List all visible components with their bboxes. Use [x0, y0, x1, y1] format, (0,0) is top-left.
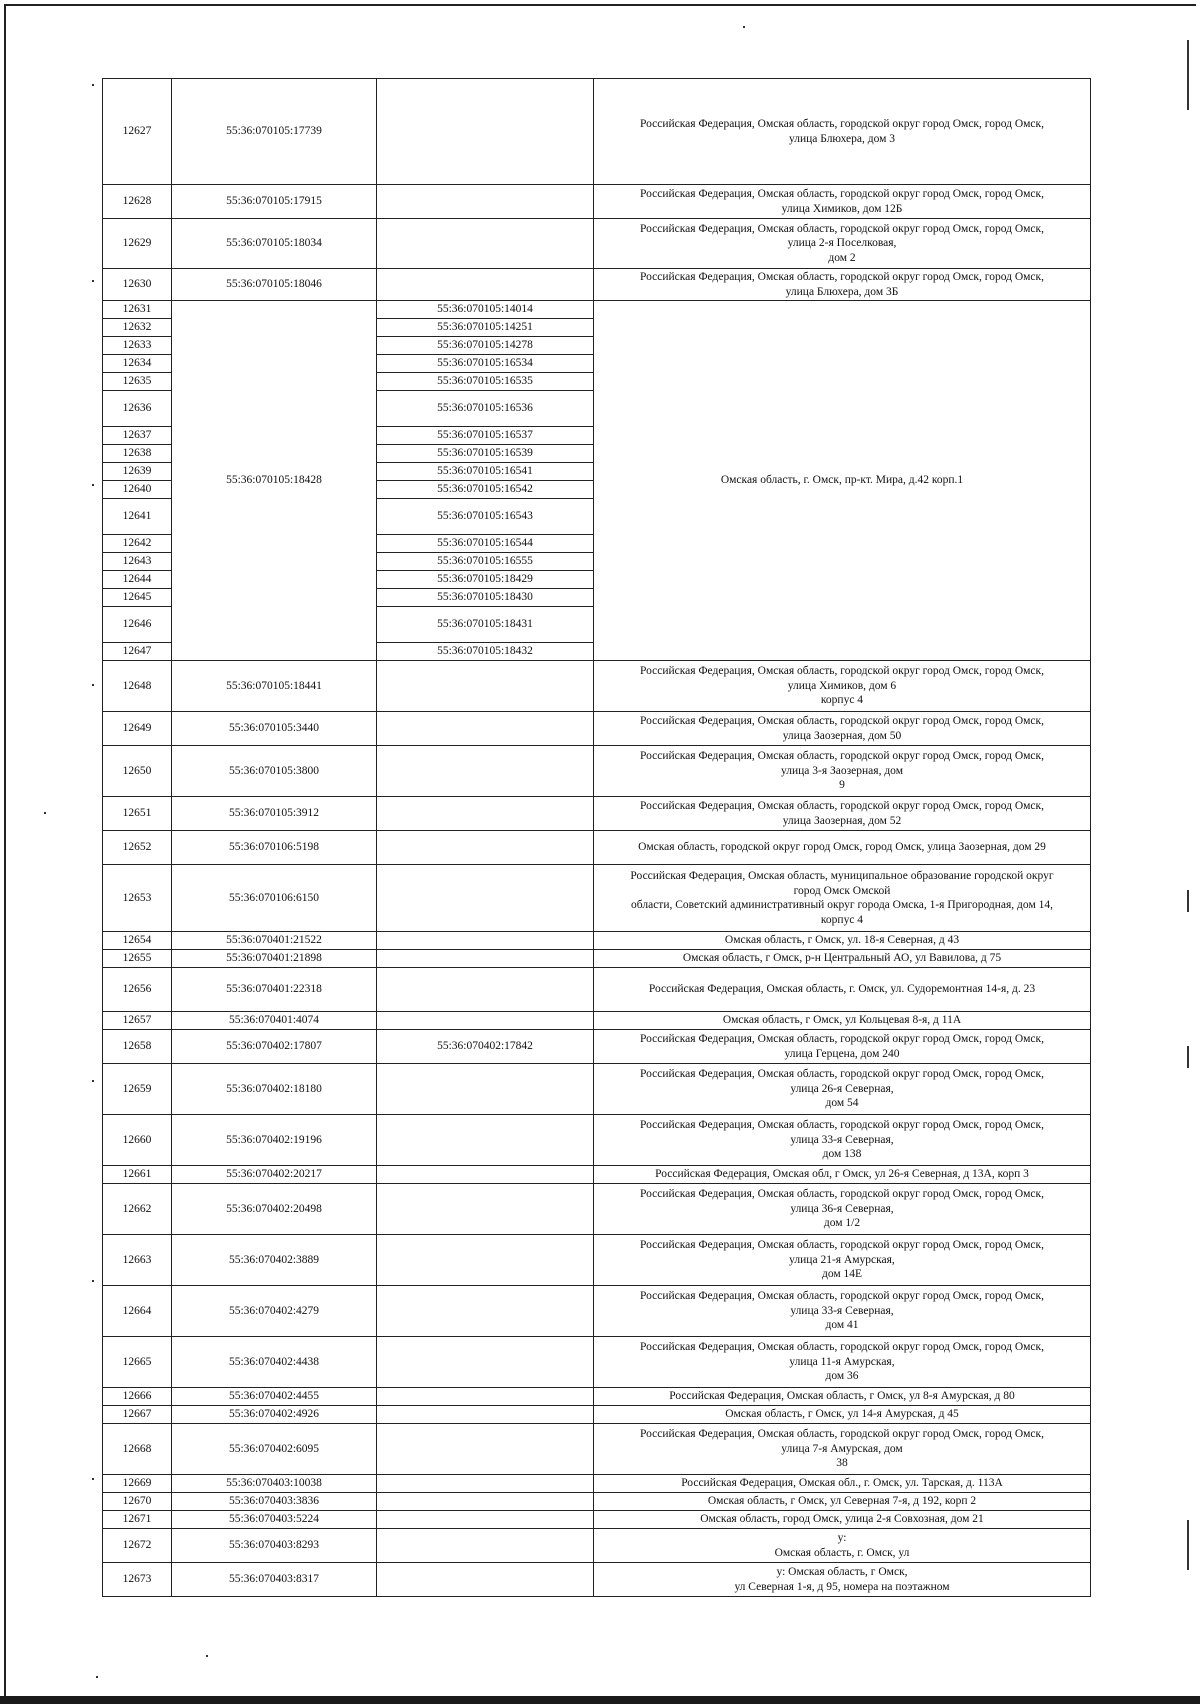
object-address — [594, 1406, 1091, 1424]
address-line: Омская область, г Омск, ул 14-я Амурская, д 45 — [725, 1408, 959, 1421]
cadastral-number: 55:36:070105:18428 — [172, 301, 377, 661]
cadastral-number: 55:36:070402:4455 — [172, 1388, 377, 1406]
row-number: 12629 — [103, 219, 172, 269]
row-number: 12667 — [103, 1406, 172, 1424]
address-line: дом 2 — [828, 251, 856, 264]
table-row — [103, 1184, 1091, 1235]
object-address — [594, 865, 1091, 932]
cadastral-number: 55:36:070105:17915 — [172, 185, 377, 219]
included-object: 55:36:070105:16555 — [377, 553, 594, 571]
table-row — [103, 1563, 1091, 1597]
scan-speck — [92, 1280, 94, 1282]
row-number: 12638 — [103, 445, 172, 463]
row-number: 12671 — [103, 1511, 172, 1529]
table-row — [103, 185, 1091, 219]
included-object: 55:36:070105:14014 — [377, 301, 594, 319]
address-line: Омская область, г Омск, ул. 18-я Северная, д 43 — [724, 934, 960, 947]
row-number: 12634 — [103, 355, 172, 373]
included-object: 55:36:070105:16541 — [377, 463, 594, 481]
row-number: 12641 — [103, 499, 172, 535]
object-address — [594, 1184, 1091, 1235]
cadastral-number: 55:36:070402:20498 — [172, 1184, 377, 1235]
address-line: улица Заозерная, дом 50 — [782, 729, 902, 742]
address-line: Российская Федерация, Омская область, городской округ город Омск, город Омск, — [640, 1188, 1044, 1201]
included-object: 55:36:070105:18431 — [377, 607, 594, 643]
address-line: Российская Федерация, Омская область, городской округ город Омск, город Омск, — [640, 222, 1044, 235]
included-objects — [377, 1475, 594, 1493]
row-number: 12670 — [103, 1493, 172, 1511]
scan-speck — [96, 1676, 98, 1678]
scan-speck — [92, 1080, 94, 1082]
table-row — [103, 950, 1091, 968]
included-object: 55:36:070105:16537 — [377, 427, 594, 445]
row-number: 12658 — [103, 1030, 172, 1064]
included-objects — [377, 1184, 594, 1235]
address-line: Российская Федерация, Омская область, городской округ город Омск, город Омск, — [640, 665, 1044, 678]
table-row — [103, 1012, 1091, 1030]
row-number: 12642 — [103, 535, 172, 553]
row-number: 12669 — [103, 1475, 172, 1493]
address-line: Омская область, г Омск, ул Кольцевая 8-я, д 11А — [722, 1014, 962, 1027]
address-line: улица Герцена, дом 240 — [784, 1047, 900, 1060]
address-line: дом 54 — [825, 1097, 859, 1110]
table-row — [103, 1064, 1091, 1115]
row-number: 12660 — [103, 1115, 172, 1166]
included-objects — [377, 1511, 594, 1529]
address-line: улица 7-я Амурская, дом — [781, 1442, 903, 1455]
object-address — [594, 1424, 1091, 1475]
scan-speck — [206, 1655, 208, 1657]
address-line: Российская Федерация, Омская область, городской округ город Омск, город Омск, — [640, 1239, 1044, 1252]
object-address — [594, 1166, 1091, 1184]
address-line: Российская Федерация, Омская область, городской округ город Омск, город Омск, — [640, 1341, 1044, 1354]
object-address — [594, 269, 1091, 301]
table-row — [103, 1337, 1091, 1388]
object-address — [594, 1286, 1091, 1337]
included-object: 55:36:070105:16544 — [377, 535, 594, 553]
object-address — [594, 1235, 1091, 1286]
address-line: Российская Федерация, Омская область, г Омск, ул 8-я Амурская, д 80 — [669, 1390, 1015, 1403]
table-row — [103, 1529, 1091, 1563]
row-number: 12632 — [103, 319, 172, 337]
object-address — [594, 746, 1091, 797]
cadastral-number: 55:36:070402:6095 — [172, 1424, 377, 1475]
included-object: 55:36:070105:16539 — [377, 445, 594, 463]
object-address — [594, 968, 1091, 1012]
address-line: Российская Федерация, Омская обл., г. Омск, ул. Тарская, д. 113А — [681, 1477, 1003, 1490]
row-number: 12636 — [103, 391, 172, 427]
object-address — [594, 831, 1091, 865]
address-line: улица 36-я Северная, — [790, 1202, 894, 1215]
cadastral-number: 55:36:070401:21898 — [172, 950, 377, 968]
table-row — [103, 968, 1091, 1012]
row-number: 12672 — [103, 1529, 172, 1563]
included-objects — [377, 1012, 594, 1030]
object-address — [594, 1030, 1091, 1064]
included-objects — [377, 1064, 594, 1115]
included-objects — [377, 1235, 594, 1286]
row-number: 12663 — [103, 1235, 172, 1286]
row-number: 12650 — [103, 746, 172, 797]
included-object: 55:36:070105:16535 — [377, 373, 594, 391]
address-line: улица Химиков, дом 12Б — [781, 202, 903, 215]
address-line: Российская Федерация, Омская область, городской округ город Омск, город Омск, — [640, 271, 1044, 283]
table-row — [103, 865, 1091, 932]
object-address — [594, 79, 1091, 185]
included-objects — [377, 712, 594, 746]
address-line: 9 — [839, 779, 845, 792]
cadastral-number: 55:36:070402:17807 — [172, 1030, 377, 1064]
object-address — [594, 1529, 1091, 1563]
address-line: улица Химиков, дом 6 — [787, 679, 897, 692]
scan-speck — [92, 684, 94, 686]
address-line: 38 — [836, 1457, 848, 1470]
scan-edge-mark — [1187, 1520, 1189, 1570]
included-objects — [377, 219, 594, 269]
cadastral-number: 55:36:070401:22318 — [172, 968, 377, 1012]
table-row — [103, 746, 1091, 797]
object-address — [594, 185, 1091, 219]
included-objects — [377, 1388, 594, 1406]
row-number: 12646 — [103, 607, 172, 643]
row-number: 12657 — [103, 1012, 172, 1030]
address-line: улица Заозерная, дом 52 — [782, 814, 902, 827]
row-number: 12628 — [103, 185, 172, 219]
table-row — [103, 1493, 1091, 1511]
scan-edge-mark — [1187, 890, 1189, 912]
included-objects — [377, 269, 594, 301]
table-row — [103, 301, 1091, 319]
cadastral-number: 55:36:070401:21522 — [172, 932, 377, 950]
cadastral-number: 55:36:070401:4074 — [172, 1012, 377, 1030]
cadastral-number: 55:36:070402:20217 — [172, 1166, 377, 1184]
address-line: Омская область, г Омск, р-н Центральный АО, ул Вавилова, д 75 — [682, 952, 1002, 965]
row-number: 12637 — [103, 427, 172, 445]
included-object: 55:36:070105:18430 — [377, 589, 594, 607]
included-objects — [377, 1493, 594, 1511]
scan-bottom-edge — [0, 1696, 1200, 1704]
included-object: 55:36:070105:16542 — [377, 481, 594, 499]
table-row — [103, 1475, 1091, 1493]
row-number: 12640 — [103, 481, 172, 499]
address-line: Российская Федерация, Омская область, г. Омск, ул. Судоремонтная 14-я, д. 23 — [648, 983, 1036, 996]
row-number: 12662 — [103, 1184, 172, 1235]
included-object: 55:36:070105:14251 — [377, 319, 594, 337]
table-row — [103, 1115, 1091, 1166]
address-line: Омская область, город Омск, улица 2-я Совхозная, дом 21 — [700, 1513, 984, 1526]
address-line: дом 14Е — [821, 1268, 863, 1281]
row-number: 12630 — [103, 269, 172, 301]
included-objects — [377, 1337, 594, 1388]
address-line: дом 1/2 — [823, 1217, 861, 1230]
table-row — [103, 219, 1091, 269]
row-number: 12661 — [103, 1166, 172, 1184]
row-number: 12654 — [103, 932, 172, 950]
table-row — [103, 1286, 1091, 1337]
included-objects — [377, 1115, 594, 1166]
registry-table — [102, 78, 1091, 1597]
address-line: Омская область, г. Омск, ул — [774, 1546, 910, 1559]
address-line: Российская Федерация, Омская область, городской округ город Омск, город Омск, — [640, 188, 1044, 200]
address-line: ул Северная 1-я, д 95, номера на поэтажном — [734, 1580, 950, 1593]
row-number: 12651 — [103, 797, 172, 831]
row-number: 12648 — [103, 661, 172, 712]
included-objects — [377, 79, 594, 185]
cadastral-number: 55:36:070402:19196 — [172, 1115, 377, 1166]
row-number: 12655 — [103, 950, 172, 968]
table-row — [103, 269, 1091, 301]
address-line: улица 11-я Амурская, — [789, 1355, 895, 1368]
object-address — [594, 1388, 1091, 1406]
included-object: 55:36:070105:14278 — [377, 337, 594, 355]
cadastral-number: 55:36:070402:18180 — [172, 1064, 377, 1115]
row-number: 12664 — [103, 1286, 172, 1337]
object-address — [594, 1563, 1091, 1597]
object-address — [594, 1475, 1091, 1493]
address-line: дом 138 — [822, 1148, 862, 1161]
row-number: 12639 — [103, 463, 172, 481]
included-object: 55:36:070105:18432 — [377, 643, 594, 661]
cadastral-number: 55:36:070106:6150 — [172, 865, 377, 932]
included-objects — [377, 746, 594, 797]
cadastral-number: 55:36:070105:18034 — [172, 219, 377, 269]
address-line: улица 26-я Северная, — [790, 1082, 894, 1095]
included-objects — [377, 661, 594, 712]
row-number: 12653 — [103, 865, 172, 932]
scan-speck — [92, 484, 94, 486]
included-object: 55:36:070105:16543 — [377, 499, 594, 535]
included-objects — [377, 1406, 594, 1424]
cadastral-number: 55:36:070106:5198 — [172, 831, 377, 865]
included-objects: 55:36:070402:17842 — [377, 1030, 594, 1064]
row-number: 12627 — [103, 79, 172, 185]
row-number: 12656 — [103, 968, 172, 1012]
table-row — [103, 1406, 1091, 1424]
cadastral-number: 55:36:070402:4438 — [172, 1337, 377, 1388]
row-number: 12673 — [103, 1563, 172, 1597]
table-row — [103, 1166, 1091, 1184]
object-address — [594, 1337, 1091, 1388]
address-line: улица Блюхера, дом 3 — [788, 132, 896, 145]
row-number: 12644 — [103, 571, 172, 589]
address-line: области, Советский административный округ города Омска, 1-я Пригородная, дом 14, — [631, 899, 1053, 911]
included-objects — [377, 831, 594, 865]
address-line: Российская Федерация, Омская область, городской округ город Омск, город Омск, — [640, 1119, 1044, 1132]
address-line: Российская Федерация, Омская обл, г Омск, ул 26-я Северная, д 13А, корп 3 — [655, 1168, 1029, 1181]
cadastral-number: 55:36:070105:3440 — [172, 712, 377, 746]
scan-edge-mark — [1187, 40, 1189, 110]
address-line: у: — [837, 1532, 847, 1544]
included-objects — [377, 1166, 594, 1184]
object-address — [594, 1493, 1091, 1511]
object-address — [594, 301, 1091, 661]
address-line: дом 36 — [825, 1370, 859, 1383]
object-address — [594, 1012, 1091, 1030]
table-row — [103, 1030, 1091, 1064]
address-line: Российская Федерация, Омская область, городской округ город Омск, город Омск, — [640, 715, 1044, 727]
row-number: 12666 — [103, 1388, 172, 1406]
address-line: у: Омская область, г Омск, — [776, 1566, 908, 1578]
included-objects — [377, 950, 594, 968]
object-address — [594, 1064, 1091, 1115]
included-objects — [377, 865, 594, 932]
included-objects — [377, 1563, 594, 1597]
address-line: Российская Федерация, Омская область, городской округ город Омск, город Омск, — [640, 1290, 1044, 1303]
table-row — [103, 797, 1091, 831]
table-row — [103, 932, 1091, 950]
object-address — [594, 219, 1091, 269]
table-row — [103, 712, 1091, 746]
address-line: Российская Федерация, Омская область, городской округ город Омск, город Омск, — [640, 800, 1044, 812]
address-line: Омская область, городской округ город Омск, город Омск, улица Заозерная, дом 29 — [638, 841, 1046, 854]
scan-speck — [92, 1478, 94, 1480]
object-address — [594, 797, 1091, 831]
row-number: 12665 — [103, 1337, 172, 1388]
cadastral-number: 55:36:070105:18441 — [172, 661, 377, 712]
cadastral-number: 55:36:070403:5224 — [172, 1511, 377, 1529]
address-line: улица 3-я Заозерная, дом — [781, 764, 903, 777]
cadastral-number: 55:36:070402:3889 — [172, 1235, 377, 1286]
included-objects — [377, 797, 594, 831]
object-address — [594, 932, 1091, 950]
address-line: Российская Федерация, Омская область, городской округ город Омск, город Омск, — [640, 750, 1044, 763]
row-number: 12652 — [103, 831, 172, 865]
object-address — [594, 1115, 1091, 1166]
address-line: улица 21-я Амурская, — [789, 1253, 895, 1266]
address-line: Омская область, г. Омск, пр-кт. Мира, д.42 корп.1 — [720, 474, 964, 487]
table-row — [103, 1388, 1091, 1406]
cadastral-number: 55:36:070105:18046 — [172, 269, 377, 301]
cadastral-number: 55:36:070403:10038 — [172, 1475, 377, 1493]
row-number: 12631 — [103, 301, 172, 319]
address-line: Омская область, г Омск, ул Северная 7-я, д 192, корп 2 — [707, 1495, 977, 1508]
row-number: 12635 — [103, 373, 172, 391]
table-row — [103, 1511, 1091, 1529]
scan-speck — [743, 26, 745, 28]
row-number: 12633 — [103, 337, 172, 355]
row-number: 12668 — [103, 1424, 172, 1475]
cadastral-number: 55:36:070402:4926 — [172, 1406, 377, 1424]
included-object: 55:36:070105:16536 — [377, 391, 594, 427]
row-number: 12649 — [103, 712, 172, 746]
row-number: 12647 — [103, 643, 172, 661]
address-line: Российская Федерация, Омская область, городской округ город Омск, город Омск, — [640, 118, 1044, 130]
address-line: корпус 4 — [820, 913, 864, 926]
included-objects — [377, 1286, 594, 1337]
cadastral-number: 55:36:070403:3836 — [172, 1493, 377, 1511]
table-row — [103, 661, 1091, 712]
address-line: улица 2-я Поселковая, — [787, 237, 897, 250]
row-number: 12645 — [103, 589, 172, 607]
object-address — [594, 950, 1091, 968]
table-row — [103, 1235, 1091, 1286]
object-address — [594, 1511, 1091, 1529]
scan-speck — [44, 812, 46, 814]
address-line: Российская Федерация, Омская область, муниципальное образование городской округ — [630, 870, 1054, 882]
scan-speck — [92, 280, 94, 282]
cadastral-number: 55:36:070403:8317 — [172, 1563, 377, 1597]
scan-speck — [92, 84, 94, 86]
scan-edge-mark — [1187, 1046, 1189, 1068]
address-line: дом 41 — [825, 1319, 859, 1332]
included-object: 55:36:070105:18429 — [377, 571, 594, 589]
included-objects — [377, 1424, 594, 1475]
row-number: 12659 — [103, 1064, 172, 1115]
included-objects — [377, 185, 594, 219]
address-line: улица 33-я Северная, — [790, 1304, 894, 1317]
row-number: 12643 — [103, 553, 172, 571]
object-address — [594, 661, 1091, 712]
table-row — [103, 831, 1091, 865]
address-line: Российская Федерация, Омская область, городской округ город Омск, город Омск, — [640, 1068, 1044, 1081]
address-line: корпус 4 — [820, 694, 864, 707]
object-address — [594, 712, 1091, 746]
table-row — [103, 79, 1091, 185]
cadastral-number: 55:36:070105:3912 — [172, 797, 377, 831]
table-row — [103, 1424, 1091, 1475]
cadastral-number: 55:36:070105:17739 — [172, 79, 377, 185]
address-line: Российская Федерация, Омская область, городской округ город Омск, город Омск, — [640, 1428, 1044, 1441]
address-line: город Омск Омской — [793, 884, 891, 897]
address-line: улица 33-я Северная, — [790, 1133, 894, 1146]
cadastral-number: 55:36:070402:4279 — [172, 1286, 377, 1337]
included-objects — [377, 1529, 594, 1563]
cadastral-number: 55:36:070403:8293 — [172, 1529, 377, 1563]
included-objects — [377, 968, 594, 1012]
address-line: улица Блюхера, дом 3Б — [785, 285, 899, 298]
included-objects — [377, 932, 594, 950]
cadastral-number: 55:36:070105:3800 — [172, 746, 377, 797]
included-object: 55:36:070105:16534 — [377, 355, 594, 373]
address-line: Российская Федерация, Омская область, городской округ город Омск, город Омск, — [640, 1033, 1044, 1045]
